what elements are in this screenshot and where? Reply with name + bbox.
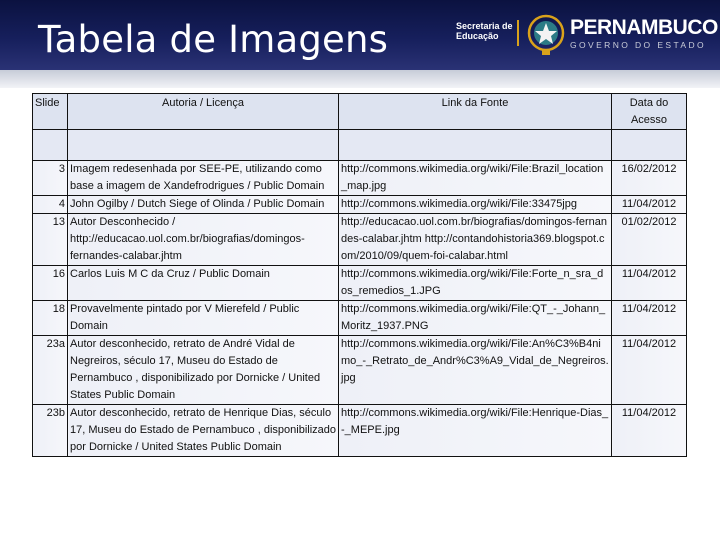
cell-date: 11/04/2012 xyxy=(612,301,687,336)
table-row xyxy=(33,301,687,336)
image-table xyxy=(32,93,687,457)
cell-date: 01/02/2012 xyxy=(612,214,687,266)
table-row xyxy=(33,336,687,405)
cell-date: 11/04/2012 xyxy=(612,266,687,301)
cell-author: Autor desconhecido, retrato de Henrique Dias, século 17, Museu do Estado de Pernambuco , disponibilizado por Dornicke / United States Public Domain xyxy=(68,405,339,457)
cell-date: 11/04/2012 xyxy=(612,405,687,457)
cell-slide: 13 xyxy=(33,214,68,266)
cell-slide: 3 xyxy=(33,161,68,196)
cell-link: http://commons.wikimedia.org/wiki/File:An%C3%B4nimo_-_Retrato_de_Andr%C3%A9_Vidal_de_Negreiros.jpg xyxy=(339,336,612,405)
table-row xyxy=(33,214,687,266)
secretaria-line1: Secretaria de xyxy=(456,21,513,31)
cell-date: 11/04/2012 xyxy=(612,336,687,405)
table-row xyxy=(33,266,687,301)
cell-link: http://commons.wikimedia.org/wiki/File:33475jpg xyxy=(339,196,612,214)
header-link: Link da Fonte xyxy=(339,94,612,130)
cell-slide: 16 xyxy=(33,266,68,301)
table-row xyxy=(33,196,687,214)
accent-bar xyxy=(517,20,519,46)
cell-slide: 23b xyxy=(33,405,68,457)
cell-date: 16/02/2012 xyxy=(612,161,687,196)
table-row xyxy=(33,161,687,196)
cell-link: http://educacao.uol.com.br/biografias/domingos-fernandes-calabar.jhtm http://contandohistoria369.blogspot.com/2010/09/quem-foi-calabar.html xyxy=(339,214,612,266)
cell-slide: 18 xyxy=(33,301,68,336)
cell-date: 11/04/2012 xyxy=(612,196,687,214)
cell-link: http://commons.wikimedia.org/wiki/File:Henrique-Dias_-_MEPE.jpg xyxy=(339,405,612,457)
state-subtitle: GOVERNO DO ESTADO xyxy=(570,40,707,50)
cell-slide: 23a xyxy=(33,336,68,405)
cell-link: http://commons.wikimedia.org/wiki/File:Brazil_location_map.jpg xyxy=(339,161,612,196)
cell-author: Provavelmente pintado por V Mierefeld / Public Domain xyxy=(68,301,339,336)
page-title: Tabela de Imagens xyxy=(38,18,389,61)
header-date: Data do Acesso xyxy=(612,94,687,130)
state-seal-icon xyxy=(527,11,565,57)
state-name: PERNAMBUCO xyxy=(570,16,718,39)
cell-author: Autor Desconhecido / http://educacao.uol.com.br/biografias/domingos-fernandes-calabar.jhtm xyxy=(68,214,339,266)
cell-author: Imagem redesenhada por SEE-PE, utilizando como base a imagem de Xandefrodrigues / Public Domain xyxy=(68,161,339,196)
cell-link: http://commons.wikimedia.org/wiki/File:Forte_n_sra_dos_remedios_1.JPG xyxy=(339,266,612,301)
cell-author: Carlos Luis M C da Cruz / Public Domain xyxy=(68,266,339,301)
cell-author: Autor desconhecido, retrato de André Vidal de Negreiros, século 17, Museu do Estado de Pernambuco , disponibilizado por Dornicke / United States Public Domain xyxy=(68,336,339,405)
cell-slide: 4 xyxy=(33,196,68,214)
header-slide: Slide xyxy=(33,94,68,130)
header-stripe xyxy=(0,70,720,88)
secretaria-label xyxy=(456,21,513,41)
table-row xyxy=(33,405,687,457)
cell-author: John Ogilby / Dutch Siege of Olinda / Public Domain xyxy=(68,196,339,214)
cell-link: http://commons.wikimedia.org/wiki/File:QT_-_Johann_Moritz_1937.PNG xyxy=(339,301,612,336)
table-spacer-row xyxy=(33,130,687,161)
table-header-row xyxy=(33,94,687,130)
secretaria-line2: Educação xyxy=(456,31,499,41)
header-author: Autoria / Licença xyxy=(68,94,339,130)
